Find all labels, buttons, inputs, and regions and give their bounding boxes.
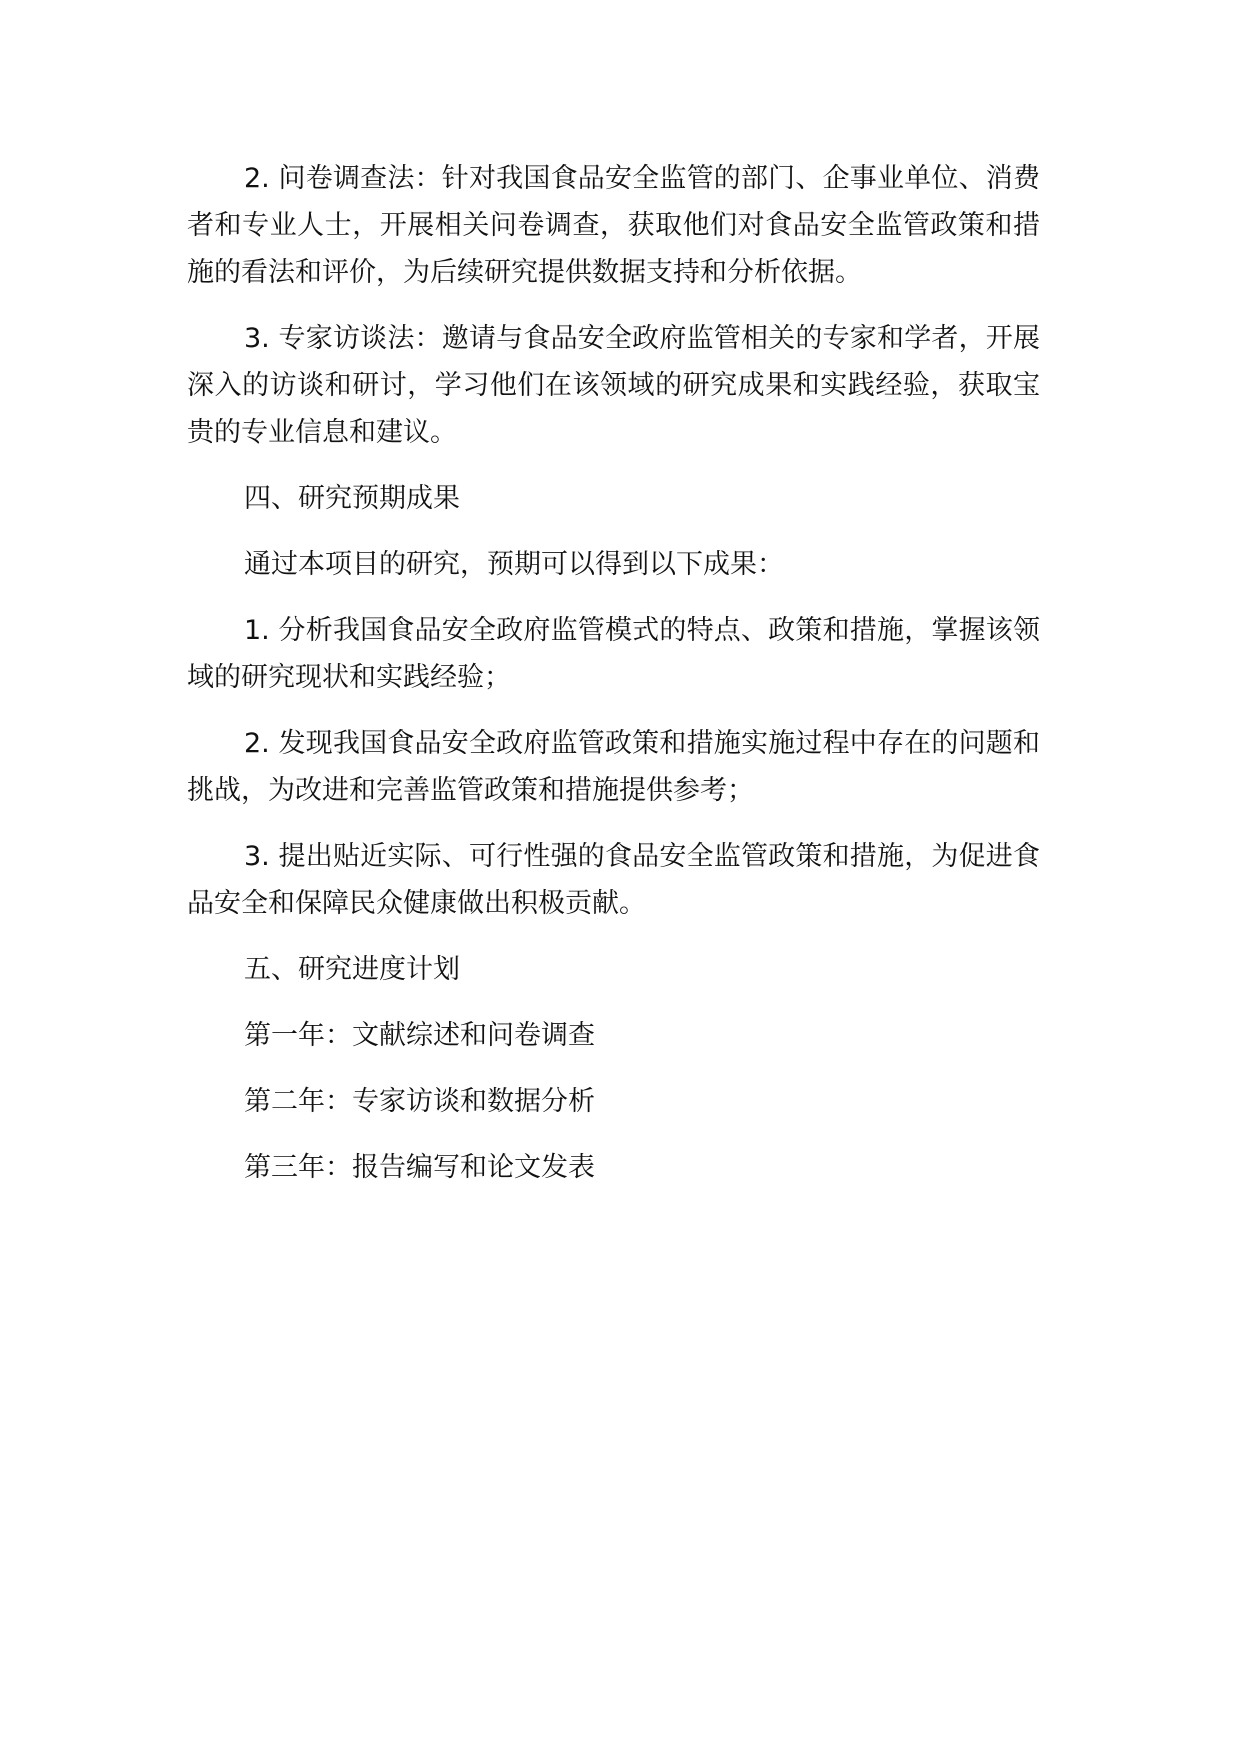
section-heading-schedule: 五、研究进度计划 [244,954,460,985]
section-heading-expected-results: 四、研究预期成果 [244,483,460,514]
expected-result-item-2: 2. 发现我国食品安全政府监管政策和措施实施过程中存在的问题和挑战，为改进和完善监管政策和措施提供参考； [187,728,1040,806]
schedule-year-2: 第二年：专家访谈和数据分析 [244,1086,595,1117]
expected-result-item-3: 3. 提出贴近实际、可行性强的食品安全监管政策和措施，为促进食品安全和保障民众健康做出积极贡献。 [187,841,1040,919]
schedule-year-1: 第一年：文献综述和问卷调查 [244,1020,595,1051]
method-expert-interview-paragraph: 3. 专家访谈法：邀请与食品安全政府监管相关的专家和学者，开展深入的访谈和研讨，学习他们在该领域的研究成果和实践经验，获取宝贵的专业信息和建议。 [187,323,1040,448]
expected-result-item-1: 1. 分析我国食品安全政府监管模式的特点、政策和措施，掌握该领域的研究现状和实践经验； [187,615,1040,693]
document-page [187,155,1040,1210]
schedule-year-3: 第三年：报告编写和论文发表 [244,1152,595,1183]
method-questionnaire-paragraph: 2. 问卷调查法：针对我国食品安全监管的部门、企事业单位、消费者和专业人士，开展相关问卷调查，获取他们对食品安全监管政策和措施的看法和评价，为后续研究提供数据支持和分析依据。 [187,163,1040,288]
expected-results-intro: 通过本项目的研究，预期可以得到以下成果： [244,549,784,580]
